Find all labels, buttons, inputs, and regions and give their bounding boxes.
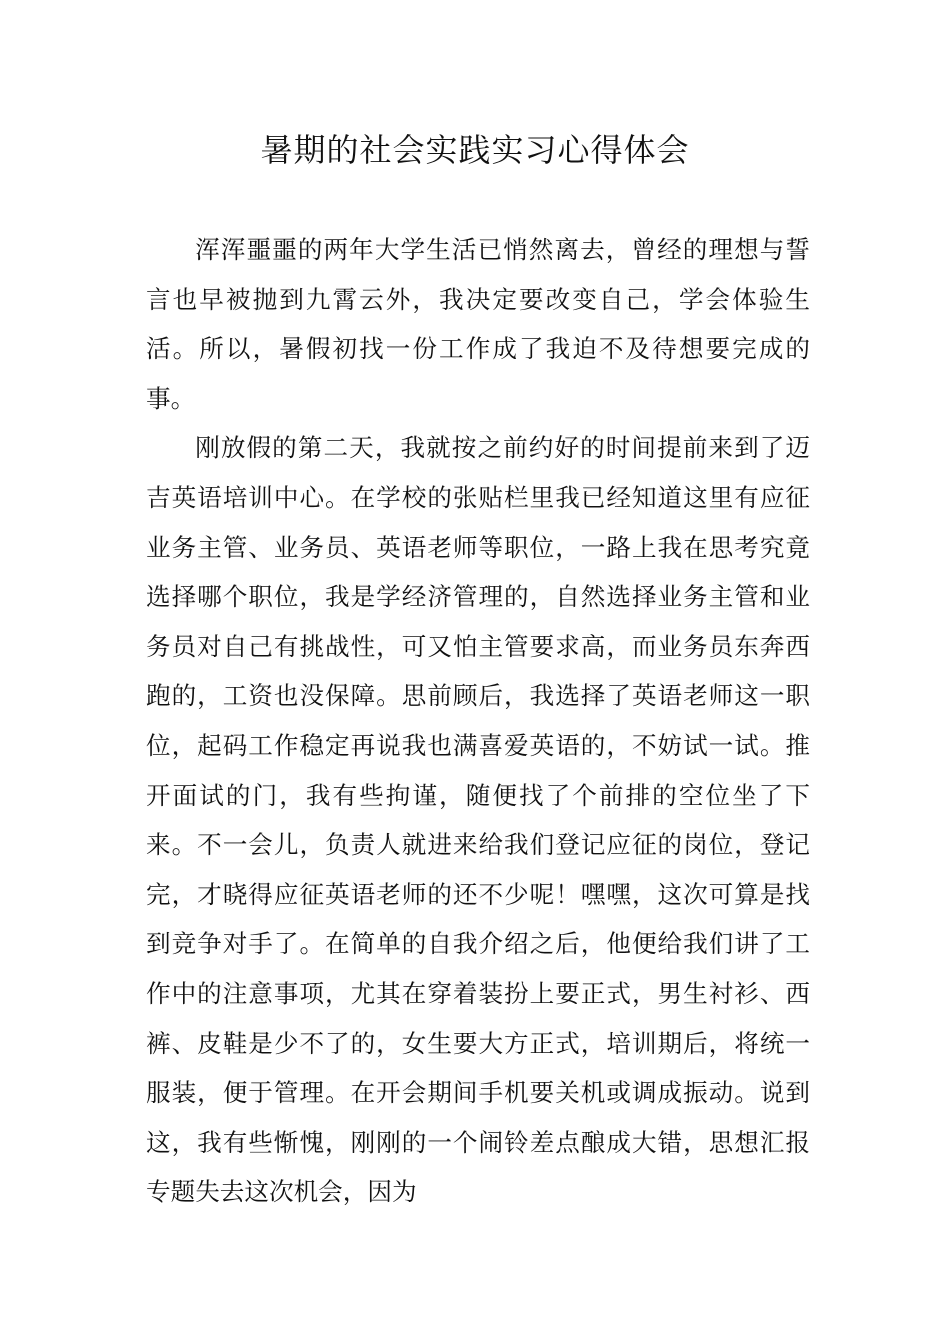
- page-title: 暑期的社会实践实习心得体会: [260, 131, 690, 169]
- paragraph-2: 刚放假的第二天，我就按之前约好的时间提前来到了迈吉英语培训中心。在学校的张贴栏里我已经知道这里有应征业务主管、业务员、英语老师等职位，一路上我在思考究竟选择哪个职位，我是学经济管理的，自然选择业务主管和业务员对自己有挑战性，可又怕主管要求高，而业务员东奔西跑的，工资也没保障。思前顾后，我选择了英语老师这一职位，起码工作稳定再说我也满喜爱英语的，不妨试一试。推开面试的门，我有些拘谨，随便找了个前排的空位坐了下来。不一会儿，负责人就进来给我们登记应征的岗位，登记完，才晓得应征英语老师的还不少呢！嘿嘿，这次可算是找到竞争对手了。在简单的自我介绍之后，他便给我们讲了工作中的注意事项，尤其在穿着装扮上要正式，男生衬衫、西裤、皮鞋是少不了的，女生要大方正式，培训期后，将统一服装，便于管理。在开会期间手机要关机或调成振动。说到这，我有些惭愧，刚刚的一个闹铃差点酿成大错，思想汇报专题失去这次机会，因为: [146, 433, 810, 1207]
- paragraph-1: 浑浑噩噩的两年大学生活已悄然离去，曾经的理想与誓言也早被抛到九霄云外，我决定要改变自己，学会体验生活。所以，暑假初找一份工作成了我迫不及待想要完成的事。: [146, 235, 810, 413]
- document-body: [146, 225, 810, 1217]
